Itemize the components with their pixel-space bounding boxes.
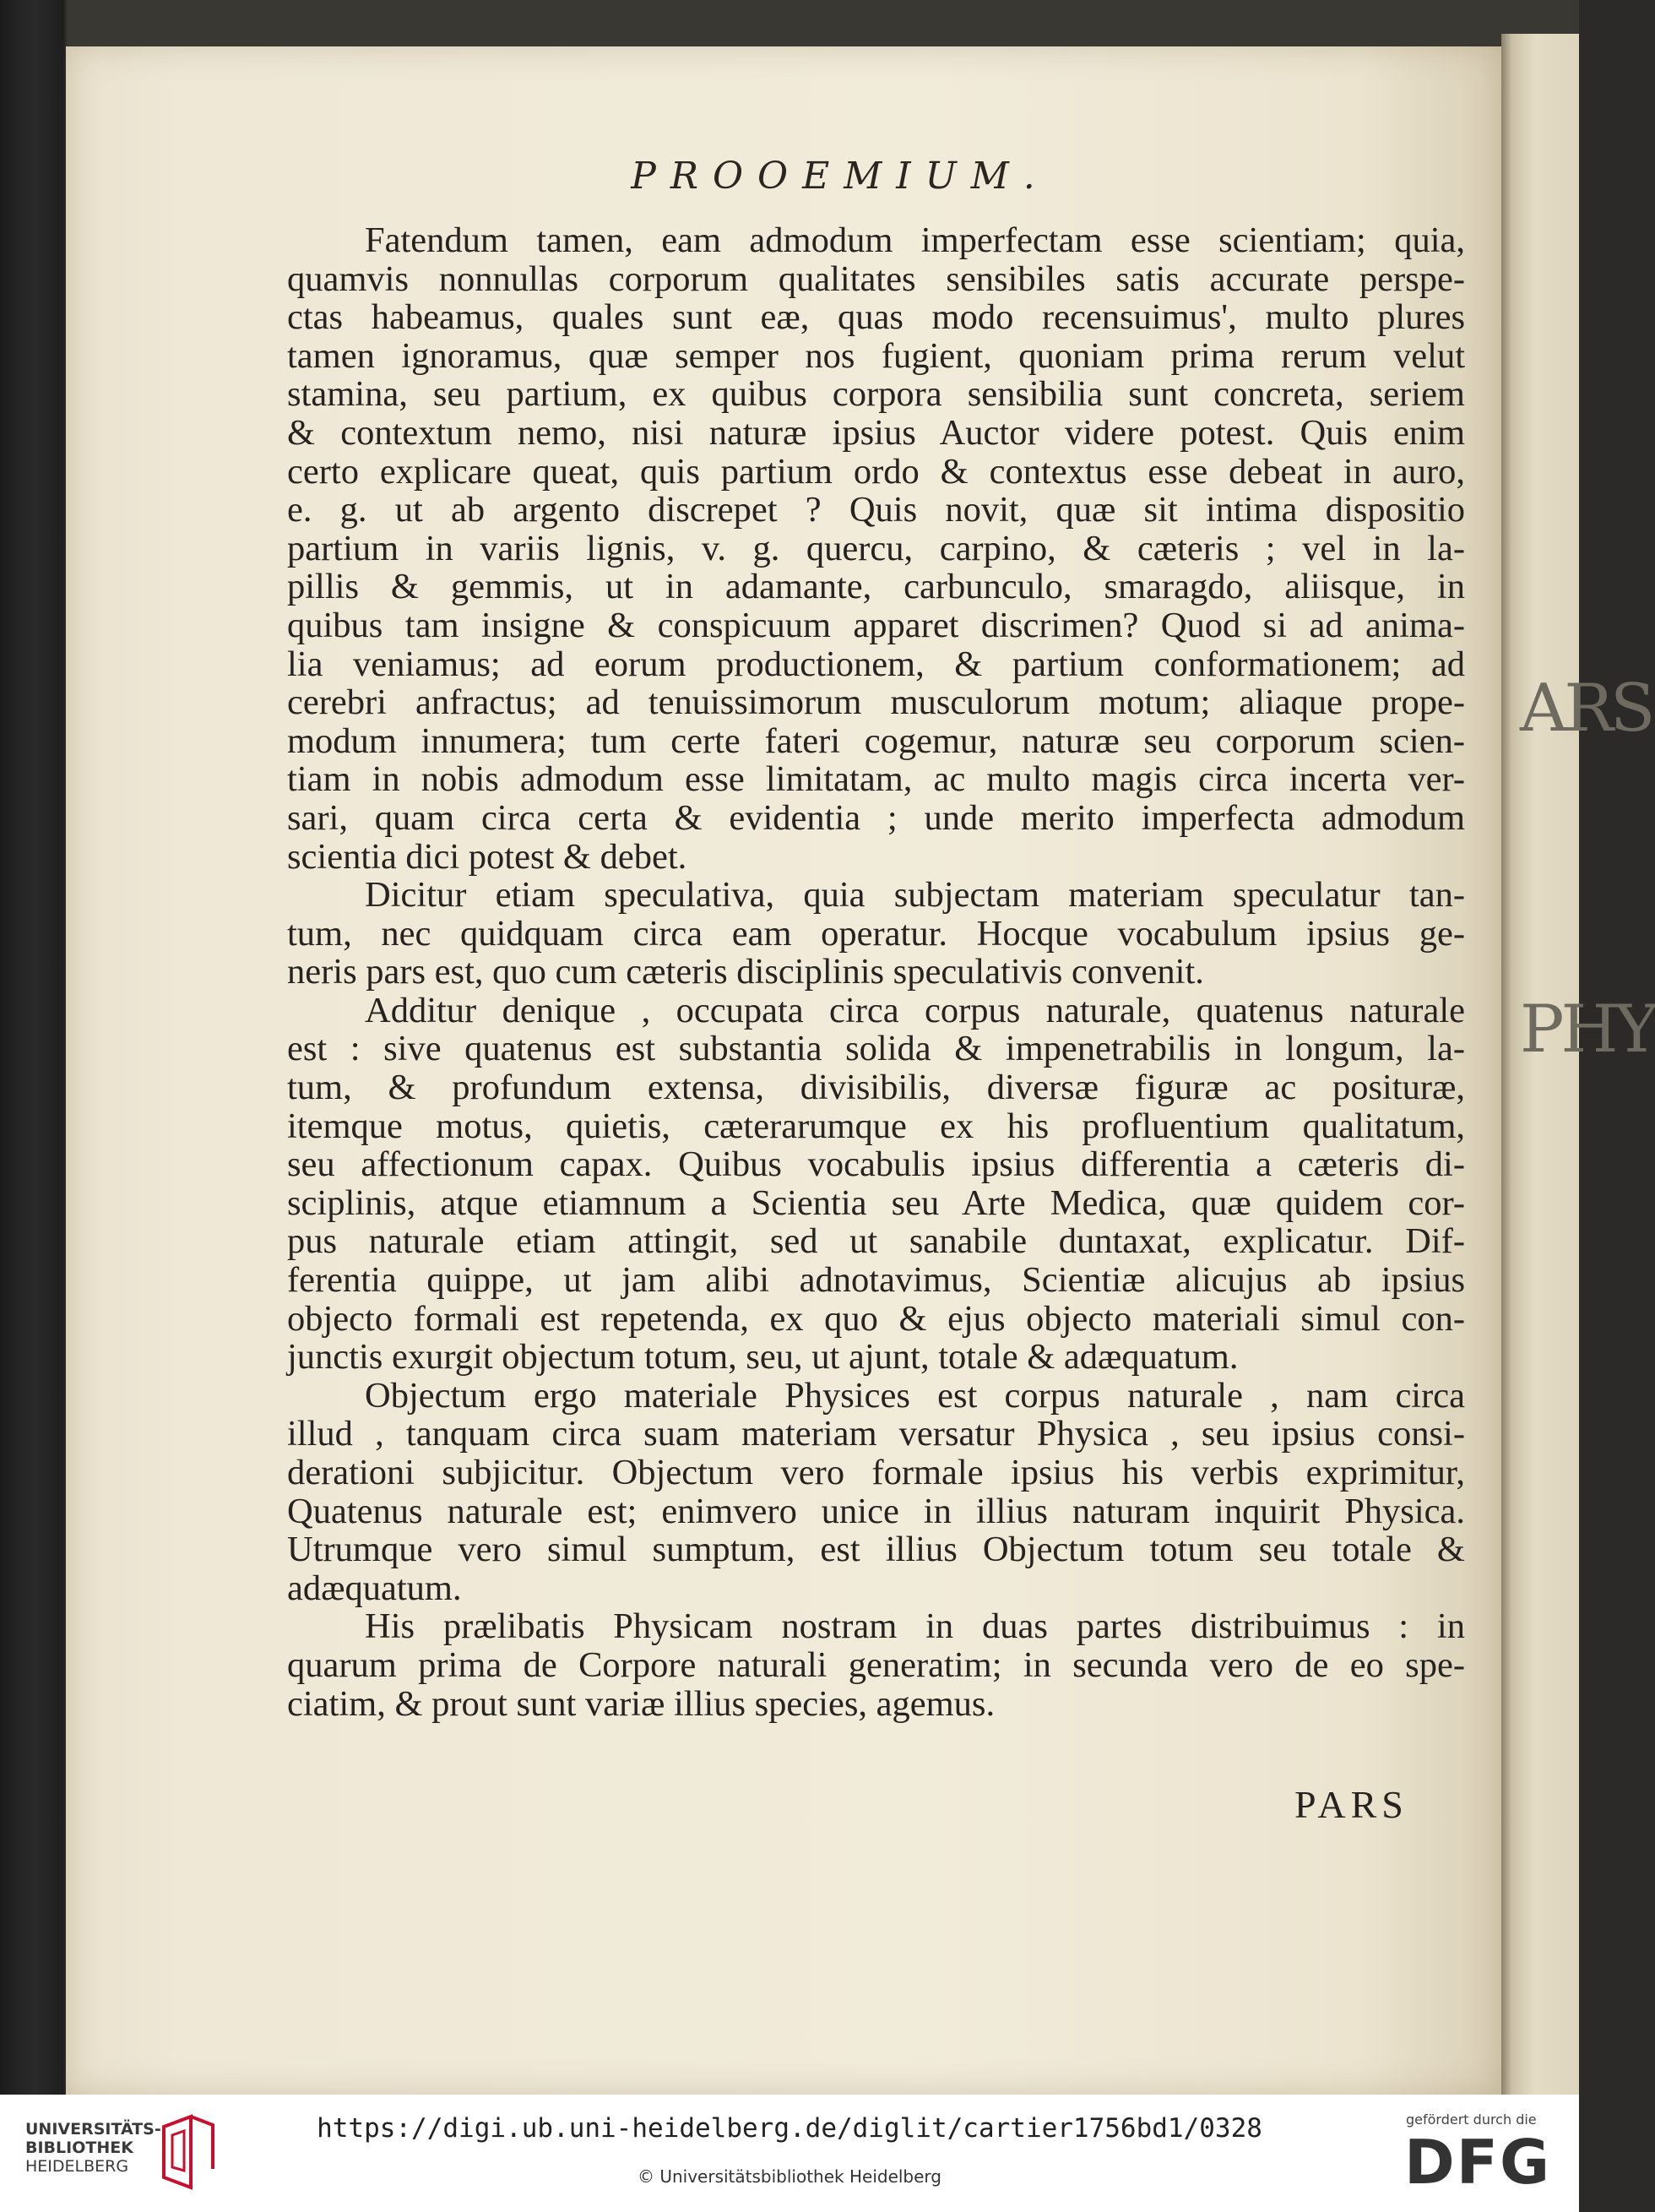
- text-line: quamvis nonnullas corporum qualitates sensibiles satis accurate perspe-: [287, 258, 1465, 299]
- text-line: e. g. ut ab argento discrepet ? Quis novit, quæ sit intima dispositio: [287, 490, 1465, 530]
- text-line: sciplinis, atque etiamnum a Scientia seu Arte Medica, quæ quidem cor-: [287, 1182, 1465, 1223]
- text-line: pus naturale etiam attingit, sed ut sanabile duntaxat, explicatur. Dif-: [287, 1221, 1465, 1262]
- text-line: adæquatum.: [287, 1568, 462, 1608]
- text-line: Utrumque vero simul sumptum, est illius Objectum totum seu totale &: [287, 1530, 1465, 1570]
- text-line: ciatim, & prout sunt variæ illius species, agemus.: [287, 1683, 996, 1724]
- text-line: His prælibatis Physicam nostram in duas partes distribuimus : in: [365, 1606, 1465, 1647]
- footer-bar: [0, 2095, 1579, 2212]
- text-line: stamina, seu partium, ex quibus corpora sensibilia sunt concreta, seriem: [287, 374, 1465, 415]
- text-line: pillis & gemmis, ut in adamante, carbunculo, smaragdo, aliisque, in: [287, 567, 1465, 607]
- copyright-text: © Universitätsbibliothek Heidelberg: [637, 2166, 941, 2187]
- text-line: illud , tanquam circa suam materiam versatur Physica , seu ipsius consi-: [287, 1414, 1465, 1454]
- dfg-logo: DFG: [1404, 2127, 1552, 2198]
- body-text: [287, 221, 1465, 1723]
- text-line: neris pars est, quo cum cæteris disciplinis speculativis convenit.: [287, 952, 1204, 992]
- text-line: objecto formali est repetenda, ex quo & ejus objecto materiali simul con-: [287, 1298, 1465, 1339]
- funded-by-text: gefördert durch die: [1406, 2111, 1537, 2128]
- text-line: tamen ignoramus, quæ semper nos fugient, quoniam prima rerum velut: [287, 335, 1465, 376]
- text-line: sari, quam circa certa & evidentia ; unde merito imperfecta admodum: [287, 797, 1465, 838]
- text-line: junctis exurgit objectum totum, seu, ut ajunt, totale & adæquatum.: [287, 1337, 1239, 1378]
- text-line: certo explicare queat, quis partium ordo & contextus esse debeat in auro,: [287, 451, 1465, 492]
- text-line: seu affectionum capax. Quibus vocabulis ipsius differentia a cæteris di-: [287, 1144, 1465, 1185]
- text-line: derationi subjicitur. Objectum vero formale ipsius his verbis exprimitur,: [287, 1453, 1465, 1492]
- text-line: & contextum nemo, nisi naturæ ipsius Auctor videre potest. Quis enim: [287, 412, 1465, 453]
- text-line: quarum prima de Corpore naturali generatim; in secunda vero de eo spe-: [287, 1644, 1465, 1685]
- running-header: PROOEMIUM.: [631, 155, 1050, 198]
- library-name-line: HEIDELBERG: [25, 2157, 129, 2176]
- text-line: tiam in nobis admodum esse limitatam, ac multo magis circa incerta ver-: [287, 759, 1465, 800]
- text-line: partium in variis lignis, v. g. quercu, carpino, & cæteris ; vel in la-: [287, 528, 1465, 568]
- text-line: lia veniamus; ad eorum productionem, & partium conformationem; ad: [287, 644, 1465, 684]
- edge-text-line: PHY: [1520, 992, 1655, 1068]
- text-line: ctas habeamus, quales sunt eæ, quas modo recensuimus', multo plures: [287, 297, 1465, 338]
- text-line: tum, nec quidquam circa eam operatur. Hocque vocabulum ipsius ge-: [287, 913, 1465, 954]
- catchword: PARS: [1294, 1783, 1408, 1826]
- library-name-line: BIBLIOTHEK: [25, 2139, 133, 2157]
- text-line: modum innumera; tum certe fateri cogemur, naturæ seu corporum scien-: [287, 720, 1465, 761]
- text-line: Quatenus naturale est; enimvero unice in illius naturam inquirit Physica.: [287, 1491, 1465, 1531]
- text-line: cerebri anfractus; ad tenuissimorum musculorum motum; aliaque prope-: [287, 682, 1465, 723]
- text-line: tum, & profundum extensa, divisibilis, diversæ figuræ ac posituræ,: [287, 1068, 1465, 1108]
- text-line: est : sive quatenus est substantia solida & impenetrabilis in longum, la-: [287, 1029, 1465, 1069]
- text-line: Dicitur etiam speculativa, quia subjectam materiam speculatur tan-: [365, 875, 1465, 916]
- text-line: ferentia quippe, ut jam alibi adnotavimus, Scientiæ alicujus ab ipsius: [287, 1260, 1465, 1301]
- text-line: scientia dici potest & debet.: [287, 836, 687, 877]
- text-line: Additur denique , occupata circa corpus naturale, quatenus naturale: [365, 990, 1465, 1030]
- edge-text-line: ARS: [1520, 671, 1652, 747]
- text-line: Fatendum tamen, eam admodum imperfectam esse scientiam; quia,: [365, 220, 1465, 260]
- page-url-link[interactable]: https://digi.ub.uni-heidelberg.de/diglit/cartier1756bd1/0328: [317, 2113, 1262, 2144]
- library-name-line: UNIVERSITÄTS-: [25, 2120, 161, 2139]
- text-line: Objectum ergo materiale Physices est corpus naturale , nam circa: [365, 1375, 1465, 1416]
- next-page-edge-text: [1520, 671, 1655, 1318]
- text-line: quibus tam insigne & conspicuum apparet discrimen? Quod si ad anima-: [287, 605, 1465, 645]
- text-line: itemque motus, quietis, cæterarumque ex his profluentium qualitatum,: [287, 1106, 1465, 1146]
